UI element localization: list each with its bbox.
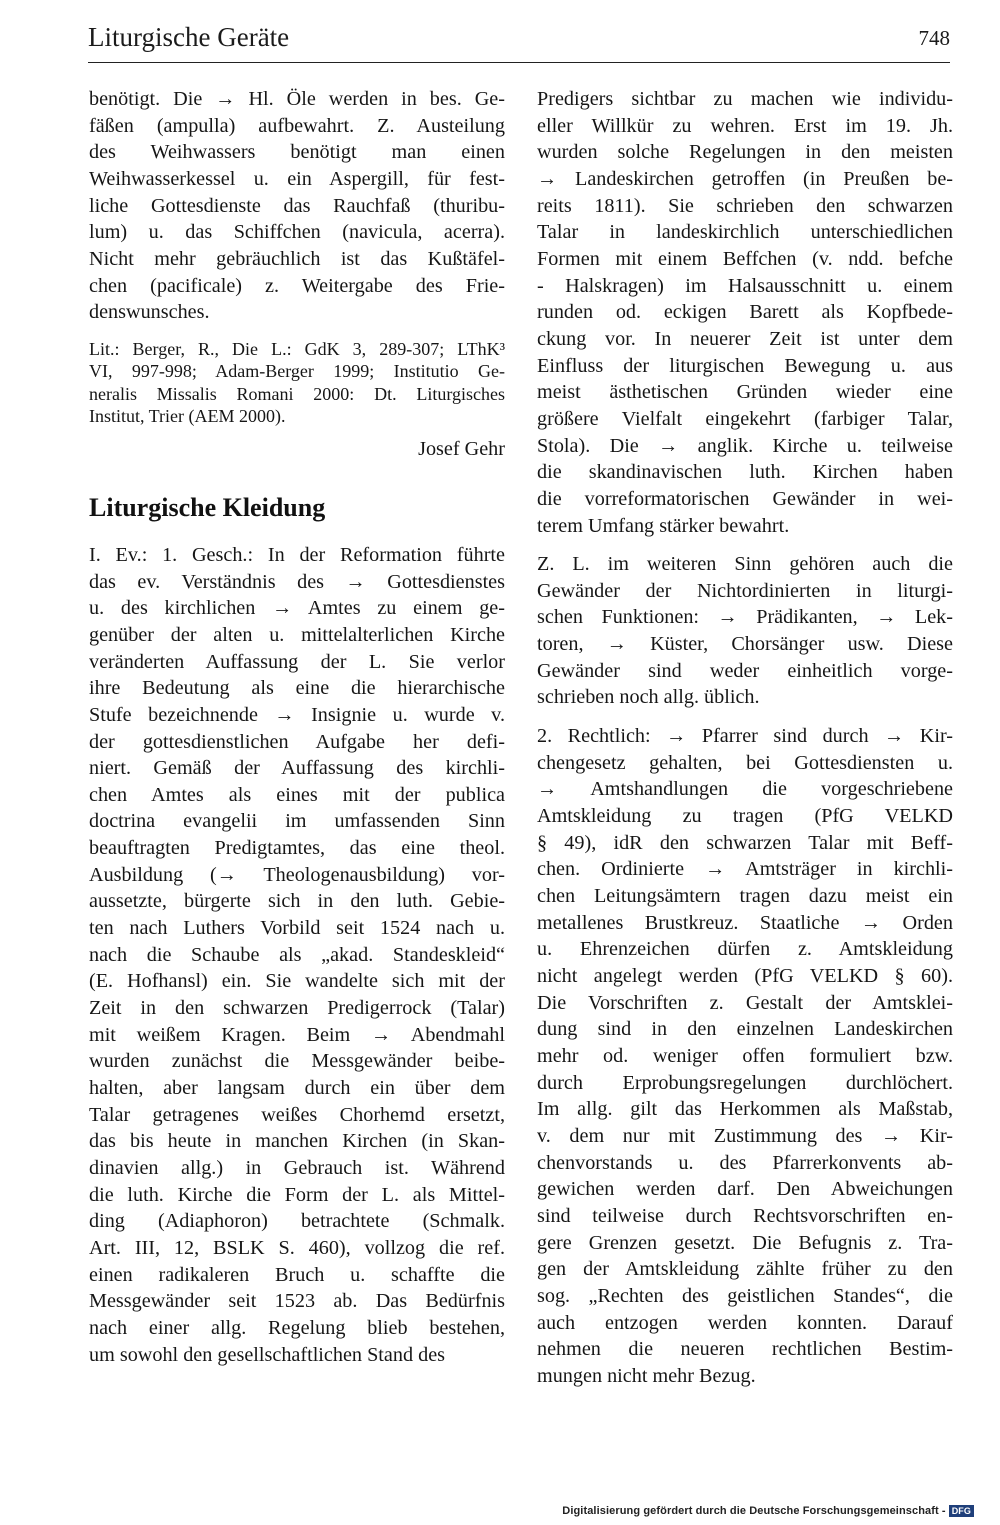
text-line: VI, 997-998; Adam-Berger 1999; Institutio Ge-: [89, 361, 505, 382]
text-line: Einfluss der liturgischen Bewegung u. aus: [537, 354, 953, 377]
text-line: mehr od. weniger offen formuliert bzw.: [537, 1044, 953, 1067]
text-line: Im allg. gilt das Herkommen als Maßstab,: [537, 1098, 953, 1121]
text-line: doctrina evangelii im umfassenden Sinn: [89, 810, 505, 833]
text-line: die vorreformatorischen Gewänder in wei-: [537, 487, 953, 510]
text-line: sind teilweise durch Rechtsvorschriften en-: [537, 1204, 953, 1227]
header-rule: [88, 62, 950, 63]
text-line: Die Vorschriften z. Gestalt der Amtsklei-: [537, 991, 953, 1014]
text-line: runden od. eckigen Barett als Kopfbede-: [537, 301, 953, 324]
text-line: Stufe bezeichnende → Insignie u. wurde v.: [89, 703, 505, 726]
text-line: mit weißem Kragen. Beim → Abendmahl: [89, 1023, 505, 1046]
text-line: gen der Amtskleidung zählte früher zu den: [537, 1258, 953, 1281]
text-line: lum) u. das Schiffchen (navicula, acerra).: [89, 221, 505, 244]
article-heading: Liturgische Kleidung: [89, 492, 326, 522]
text-line: chen Amtes als eines mit der publica: [89, 783, 505, 806]
text-line: durch Erprobungsregelungen durchlöchert.: [537, 1071, 953, 1094]
text-line: - Halskragen) im Halsausschnitt u. einem: [537, 274, 953, 297]
text-line: u. des kirchlichen → Amtes zu einem ge-: [89, 597, 505, 620]
left-column: [89, 86, 505, 1368]
dfg-logo: DFG: [949, 1505, 974, 1517]
page-number: 748: [918, 26, 950, 50]
text-line: I. Ev.: 1. Gesch.: In der Reformation führte: [89, 543, 505, 566]
text-line: chen. Ordinierte → Amtsträger in kirchli-: [537, 858, 953, 881]
text-line: halten, aber langsam durch ein über dem: [89, 1077, 505, 1100]
text-line: fäßen (ampulla) aufbewahrt. Z. Austeilung: [89, 114, 505, 137]
text-line: des Weihwassers benötigt man einen: [89, 141, 505, 164]
paragraph-body: [89, 542, 505, 1368]
text-line: Nicht mehr gebräuchlich ist das Kußtäfel-: [89, 247, 505, 270]
text-line: niert. Gemäß der Auffassung des kirchli-: [89, 757, 505, 780]
text-line: Formen mit einem Beffchen (v. ndd. befche: [537, 247, 953, 270]
text-line: nehmen die neueren rechtlichen Bestim-: [537, 1338, 953, 1361]
text-line: sog. „Rechten des geistlichen Standes“, die: [537, 1284, 953, 1307]
text-line: das bis heute in manchen Kirchen (in Skan-: [89, 1130, 505, 1153]
text-line: neralis Missalis Romani 2000: Dt. Liturgisches: [89, 383, 505, 404]
text-line: gewichen werden darf. Den Abweichungen: [537, 1178, 953, 1201]
text-line: dung sind in den einzelnen Landeskirchen: [537, 1018, 953, 1041]
text-line: chen (pacificale) z. Weitergabe des Frie-: [89, 274, 505, 297]
text-line: nicht angelegt werden (PfG VELKD § 60).: [537, 965, 953, 987]
text-line: wurden zunächst die Messgewänder beibe-: [89, 1050, 505, 1073]
text-line: liche Gottesdienste das Rauchfaß (thuribu-: [89, 194, 505, 217]
text-line: das ev. Verständnis des → Gottesdienstes: [89, 570, 505, 593]
text-line: metallenes Brustkreuz. Staatliche → Orden: [537, 911, 953, 934]
text-line: reits 1811). Sie schrieben den schwarzen: [537, 194, 953, 217]
text-line: meist ästhetischen Gründen wieder eine: [537, 381, 953, 404]
text-line: Ausbildung (→ Theologenausbildung) vor-: [89, 863, 505, 886]
text-line: Stola). Die → anglik. Kirche u. teilweise: [537, 434, 953, 457]
paragraph-rechtlich: [537, 723, 953, 1389]
text-line: veränderten Auffassung der L. Sie verlor: [89, 650, 505, 673]
text-line: Z. L. im weiteren Sinn gehören auch die: [537, 553, 953, 576]
text-line: der gottesdienstlichen Aufgabe her defi-: [89, 730, 505, 753]
text-line: genüber der alten u. mittelalterlichen Kirche: [89, 623, 505, 646]
text-line: chengesetz gehalten, bei Gottesdiensten u.: [537, 751, 953, 774]
text-line: u. Ehrenzeichen dürfen z. Amtskleidung: [537, 938, 953, 961]
paragraph-continued: [537, 86, 953, 539]
text-line: Institut, Trier (AEM 2000).: [89, 406, 286, 427]
text-line: ckung vor. In neuerer Zeit ist unter dem: [537, 327, 953, 350]
text-line: Weihwasserkessel u. ein Aspergill, für fest-: [89, 167, 505, 190]
text-line: eller Willkür zu wehren. Erst im 19. Jh.: [537, 114, 953, 137]
text-line: Talar in landeskirchlich unterschiedlichen: [537, 221, 953, 244]
text-line: Lit.: Berger, R., Die L.: GdK 3, 289-307; LThK³: [89, 338, 505, 359]
text-line: toren, → Küster, Chorsänger usw. Diese: [537, 633, 953, 656]
text-line: Amtskleidung zu tragen (PfG VELKD: [537, 805, 953, 828]
text-line: → Amtshandlungen die vorgeschriebene: [537, 778, 953, 801]
text-line: nach einer allg. Regelung blieb bestehen,: [89, 1316, 505, 1339]
text-line: ding (Adiaphoron) betrachtete (Schmalk.: [89, 1210, 505, 1233]
text-line: § 49), idR den schwarzen Talar mit Beff-: [537, 831, 953, 854]
text-line: gere Grenzen gesetzt. Die Befugnis z. Tra-: [537, 1231, 953, 1254]
text-line: Gewänder sind weder einheitlich vorge-: [537, 659, 953, 682]
text-line: schrieben noch allg. üblich.: [537, 686, 760, 709]
text-line: 2. Rechtlich: → Pfarrer sind durch → Kir-: [537, 725, 953, 748]
text-line: Predigers sichtbar zu machen wie individu-: [537, 88, 953, 110]
footer-text: Digitalisierung gefördert durch die Deutsche Forschungsgemeinschaft -: [562, 1504, 946, 1517]
text-line: nach die Schaube als „akad. Standeskleid“: [89, 943, 505, 966]
text-line: aussetzte, bürgerte sich in den luth. Gebie-: [89, 890, 505, 913]
text-line: beauftragten Predigtamtes, das eine theol.: [89, 837, 505, 860]
text-line: Messgewänder seit 1523 ab. Das Bedürfnis: [89, 1290, 505, 1313]
text-line: Gewänder der Nichtordinierten in liturgi-: [537, 579, 953, 602]
running-title: Liturgische Geräte: [88, 22, 290, 52]
text-line: (E. Hofhansl) ein. Sie wandelte sich mit der: [89, 970, 505, 993]
text-line: terem Umfang stärker bewahrt.: [537, 514, 790, 537]
text-line: Talar getragenes weißes Chorhemd ersetzt,: [89, 1103, 505, 1126]
running-header: [88, 22, 950, 60]
text-line: chenvorstands u. des Pfarrerkonvents ab-: [537, 1151, 953, 1174]
text-line: denswunsches.: [89, 301, 210, 324]
text-line: größere Vielfalt eingekehrt (farbiger Talar,: [537, 407, 953, 430]
author-signature: Josef Gehr: [418, 437, 505, 460]
text-line: auch entzogen werden konnten. Darauf: [537, 1311, 953, 1334]
text-line: chen Leitungsämtern tragen dazu meist ein: [537, 885, 953, 908]
text-line: dinavien allg.) in Gebrauch ist. Während: [89, 1157, 505, 1179]
text-line: die skandinavischen luth. Kirchen haben: [537, 461, 953, 484]
paragraph-nichtordinierte: [537, 551, 953, 711]
right-column: [537, 86, 953, 1390]
text-line: → Landeskirchen getroffen (in Preußen be-: [537, 167, 953, 190]
text-line: ten nach Luthers Vorbild seit 1524 nach u.: [89, 917, 505, 940]
text-line: ihre Bedeutung als eine die hierarchische: [89, 677, 505, 700]
text-line: wurden solche Regelungen in den meisten: [537, 141, 953, 164]
literature-references: [89, 338, 505, 428]
text-line: um sowohl den gesellschaftlichen Stand des: [89, 1343, 446, 1366]
text-line: die luth. Kirche die Form der L. als Mittel-: [89, 1183, 505, 1206]
text-line: mungen nicht mehr Bezug.: [537, 1364, 756, 1387]
text-line: v. dem nur mit Zustimmung des → Kir-: [537, 1124, 953, 1147]
text-line: einen radikaleren Bruch u. schaffte die: [89, 1263, 505, 1286]
paragraph-intro: [89, 86, 505, 326]
text-line: Zeit in den schwarzen Predigerrock (Talar): [89, 997, 505, 1020]
text-line: schen Funktionen: → Prädikanten, → Lek-: [537, 606, 953, 629]
text-line: Art. III, 12, BSLK S. 460), vollzog die ref.: [89, 1236, 505, 1259]
digitization-footer: [562, 1505, 974, 1517]
text-line: benötigt. Die → Hl. Öle werden in bes. Ge-: [89, 88, 505, 110]
